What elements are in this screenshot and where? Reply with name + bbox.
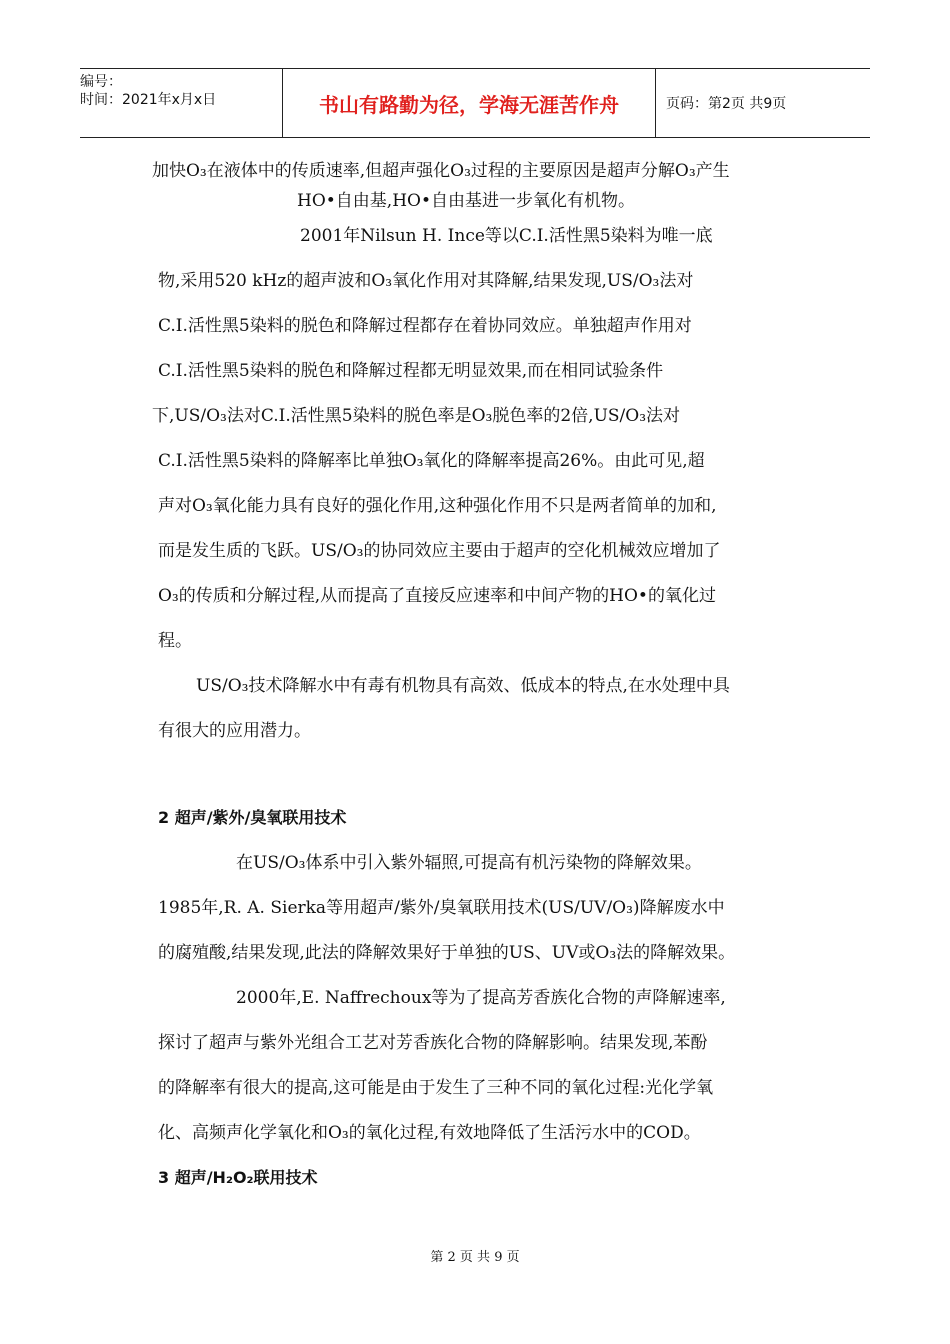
document-number-label: 编号： — [80, 74, 122, 90]
body-line: 加快O₃在液体中的传质速率,但超声强化O₃过程的主要原因是超声分解O₃产生 — [152, 161, 730, 181]
header-motto: 书山有路勤为径，学海无涯苦作舟 — [319, 92, 619, 117]
document-header — [80, 68, 870, 138]
body-line: C.I.活性黑5染料的脱色和降解过程都存在着协同效应。单独超声作用对 — [158, 316, 692, 336]
body-line: C.I.活性黑5染料的降解率比单独O₃氧化的降解率提高26%。由此可见,超 — [158, 451, 705, 471]
header-meta — [80, 69, 280, 141]
header-motto-cell — [282, 69, 656, 137]
body-line: HO•自由基,HO•自由基进一步氧化有机物。 — [297, 191, 635, 211]
body-line: US/O₃技术降解水中有毒有机物具有高效、低成本的特点,在水处理中具 — [196, 676, 730, 696]
body-line: O₃的传质和分解过程,从而提高了直接反应速率和中间产物的HO•的氧化过 — [158, 586, 716, 606]
section-heading: 3 超声/H₂O₂联用技术 — [158, 1168, 318, 1187]
body-line: 2000年,E. Naffrechoux等为了提高芳香族化合物的声降解速率, — [236, 988, 726, 1008]
body-line: 声对O₃氧化能力具有良好的强化作用,这种强化作用不只是两者简单的加和, — [158, 496, 717, 516]
body-line: 1985年,R. A. Sierka等用超声/紫外/臭氧联用技术(US/UV/O₃)降解废水中 — [158, 898, 725, 918]
body-line: 化、高频声化学氧化和O₃的氧化过程,有效地降低了生活污水中的COD。 — [158, 1123, 701, 1143]
header-page-info: 页码：第2页 共9页 — [666, 96, 787, 112]
body-line: 探讨了超声与紫外光组合工艺对芳香族化合物的降解影响。结果发现,苯酚 — [158, 1033, 708, 1053]
body-line: C.I.活性黑5染料的脱色和降解过程都无明显效果,而在相同试验条件 — [158, 361, 664, 381]
body-line: 有很大的应用潜力。 — [158, 721, 311, 741]
body-line: 程。 — [158, 631, 192, 651]
body-line: 的降解率有很大的提高,这可能是由于发生了三种不同的氧化过程:光化学氧 — [158, 1078, 714, 1098]
section-heading: 2 超声/紫外/臭氧联用技术 — [158, 808, 347, 827]
body-line: 的腐殖酸,结果发现,此法的降解效果好于单独的US、UV或O₃法的降解效果。 — [158, 943, 736, 963]
body-line: 在US/O₃体系中引入紫外辐照,可提高有机污染物的降解效果。 — [236, 853, 702, 873]
body-line: 2001年Nilsun H. Ince等以C.I.活性黑5染料为唯一底 — [300, 226, 713, 246]
body-line: 而是发生质的飞跃。US/O₃的协同效应主要由于超声的空化机械效应增加了 — [158, 541, 721, 561]
document-date-label: 时间：2021年x月x日 — [80, 92, 217, 108]
body-line: 物,采用520 kHz的超声波和O₃氧化作用对其降解,结果发现,US/O₃法对 — [158, 271, 694, 291]
page-footer: 第 2 页 共 9 页 — [430, 1250, 520, 1265]
body-line: 下,US/O₃法对C.I.活性黑5染料的脱色率是O₃脱色率的2倍,US/O₃法对 — [152, 406, 681, 426]
